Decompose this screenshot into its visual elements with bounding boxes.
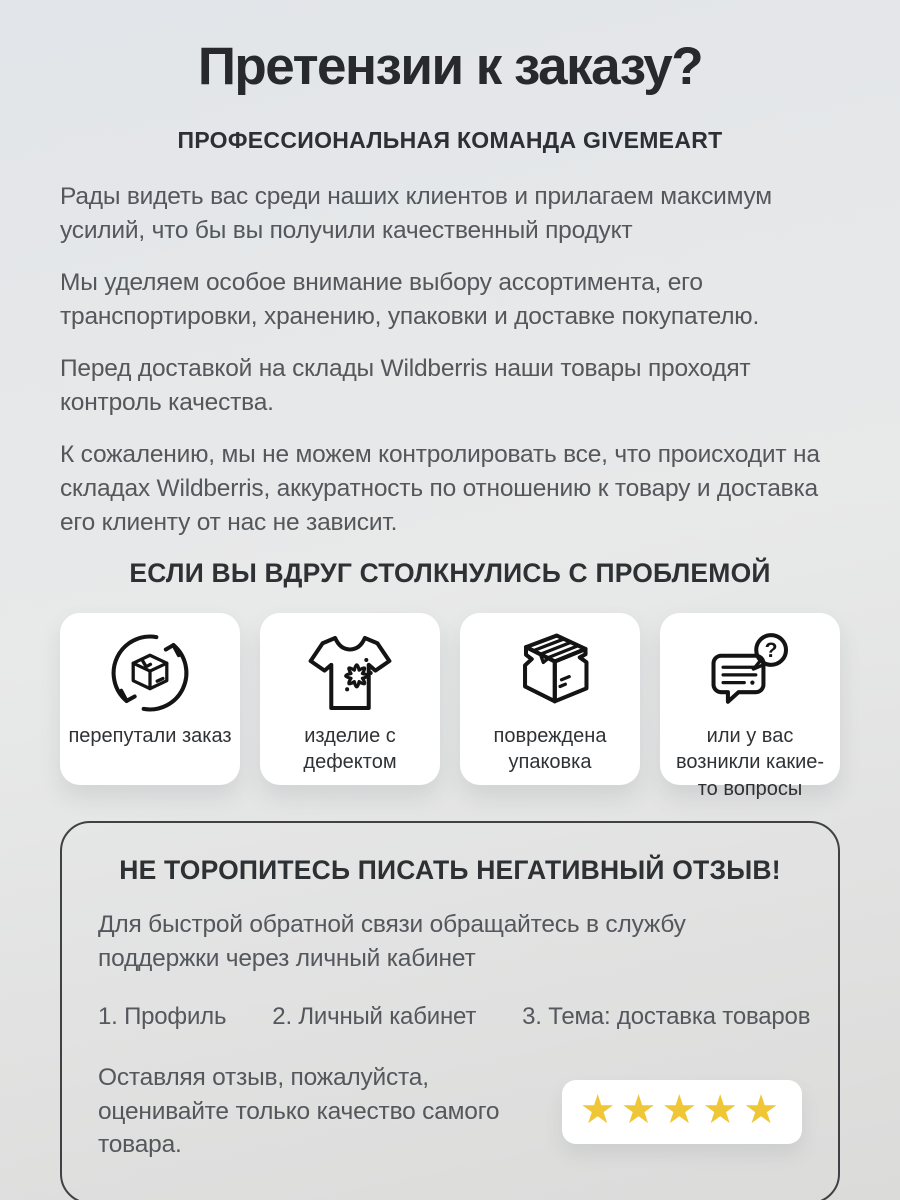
support-steps — [98, 1003, 811, 1031]
rating-stars-panel — [562, 1080, 802, 1144]
step-account: 2. Личный кабинет — [272, 1003, 477, 1031]
damaged-box-icon — [502, 625, 598, 721]
notice-footer-row — [98, 1061, 802, 1162]
tshirt-defect-icon — [302, 625, 398, 721]
intro-paragraphs — [60, 180, 840, 539]
problem-card-questions — [660, 613, 840, 800]
problems-heading: ЕСЛИ ВЫ ВДРУГ СТОЛКНУЛИСЬ С ПРОБЛЕМОЙ — [129, 558, 771, 589]
problem-card-label: изделие с дефектом — [303, 725, 397, 774]
notice-heading: НЕ ТОРОПИТЕСЬ ПИСАТЬ НЕГАТИВНЫЙ ОТЗЫВ! — [119, 855, 781, 886]
star-icon: ★ — [661, 1087, 703, 1132]
chat-question-icon — [702, 625, 798, 721]
step-profile: 1. Профиль — [98, 1003, 227, 1031]
paragraph-welcome: Рады видеть вас среди наших клиентов и прилагаем максимум усилий, что бы вы получили качественный продукт — [60, 183, 772, 244]
problem-card-wrong-order — [60, 613, 240, 785]
star-icon: ★ — [702, 1087, 744, 1132]
page-subtitle: ПРОФЕССИОНАЛЬНАЯ КОМАНДА GIVEMEART — [177, 127, 723, 153]
notice-footer-text: Оставляя отзыв, пожалуйста, оценивайте только качество самого товара. — [98, 1064, 500, 1159]
star-icon: ★ — [579, 1087, 621, 1132]
step-topic: 3. Тема: доставка товаров — [522, 1003, 811, 1031]
svg-text:?: ? — [764, 639, 778, 663]
paragraph-disclaimer: К сожалению, мы не можем контролировать все, что происходит на складах Wildberris, аккуратность по отношению к товару и доставка его клиенту от нас не зависит. — [60, 441, 820, 536]
star-icon: ★ — [620, 1087, 662, 1132]
problem-card-defect — [260, 613, 440, 785]
paragraph-attention: Мы уделяем особое внимание выбору ассортимента, его транспортировки, хранению, упаковки и доставке покупателю. — [60, 269, 760, 330]
review-notice-box — [60, 821, 840, 1200]
star-icon: ★ — [743, 1087, 784, 1132]
notice-body: Для быстрой обратной связи обращайтесь в службу поддержки через личный кабинет — [98, 911, 686, 972]
problem-card-label: или у вас возникли какие-то вопросы — [675, 725, 825, 800]
problem-card-label: повреждена упаковка — [493, 725, 607, 774]
problem-cards-row — [60, 613, 840, 800]
box-return-icon — [102, 625, 198, 721]
problem-card-damaged-package — [460, 613, 640, 785]
page-title: Претензии к заказу? — [197, 37, 703, 96]
paragraph-quality-control: Перед доставкой на склады Wildberris наши товары проходят контроль качества. — [60, 355, 751, 416]
problem-card-label: перепутали заказ — [68, 725, 232, 748]
